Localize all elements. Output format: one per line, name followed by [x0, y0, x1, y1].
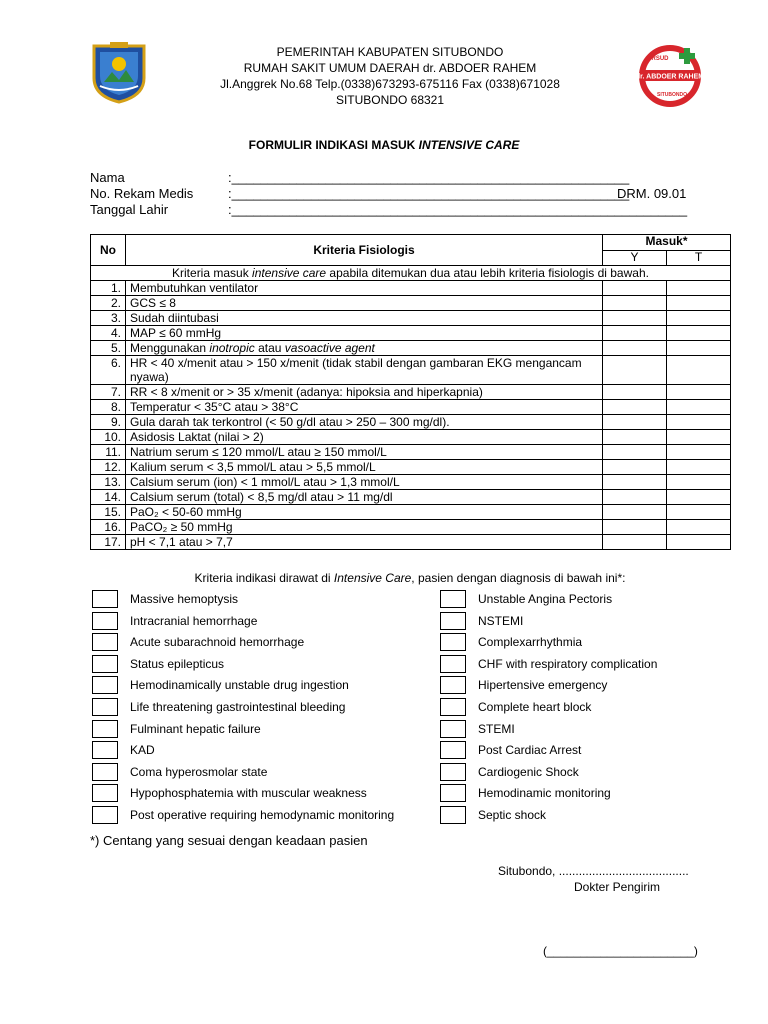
row-criterion: HR < 40 x/menit atau > 150 x/menit (tidak stabil dengan gambaran EKG mengancam nyawa) [126, 356, 603, 385]
diagnosis-label: Complexarrhythmia [478, 635, 583, 650]
row-criterion: PaCO₂ ≥ 50 mmHg [126, 520, 603, 535]
diagnosis-label: Status epilepticus [130, 656, 225, 671]
row-yes-cell[interactable] [603, 475, 667, 490]
row-no-cell[interactable] [667, 460, 731, 475]
diagnosis-label: Hemodinamic monitoring [478, 786, 611, 801]
svg-text:SITUBONDO: SITUBONDO [657, 92, 687, 98]
row-no-cell[interactable] [667, 475, 731, 490]
row-yes-cell[interactable] [603, 520, 667, 535]
form-title: FORMULIR INDIKASI MASUK INTENSIVE CARE [248, 138, 520, 152]
col-t-header: T [667, 250, 731, 266]
diagnosis-label: Post operative requiring hemodynamic monitoring [130, 808, 395, 822]
row-no-cell[interactable] [667, 505, 731, 520]
row-yes-cell[interactable] [603, 505, 667, 520]
diagnosis-intro: Kriteria indikasi dirawat di Intensive Care, pasien dengan diagnosis di bawah ini*: [194, 571, 626, 585]
diagnosis-checkbox[interactable] [92, 698, 118, 716]
diagnosis-checkbox[interactable] [92, 590, 118, 608]
header-line-1: PEMERINTAH KABUPATEN SITUBONDO [276, 45, 504, 59]
row-no-cell[interactable] [667, 326, 731, 341]
nama-field[interactable]: :_______________________________________________________ [228, 170, 630, 185]
row-yes-cell[interactable] [603, 415, 667, 430]
row-criterion: PaO₂ < 50-60 mmHg [126, 505, 603, 520]
col-kriteria-header: Kriteria Fisiologis [126, 235, 603, 266]
diagnosis-label: Fulminant hepatic failure [130, 721, 261, 736]
row-criterion: Gula darah tak terkontrol (< 50 g/dl atau > 250 – 300 mg/dl). [126, 415, 603, 430]
row-yes-cell[interactable] [603, 296, 667, 311]
row-criterion: RR < 8 x/menit or > 35 x/menit (adanya: hipoksia and hiperkapnia) [126, 385, 603, 400]
row-no-cell[interactable] [667, 445, 731, 460]
row-yes-cell[interactable] [603, 445, 667, 460]
row-criterion: Calsium serum (total) < 8,5 mg/dl atau > 11 mg/dl [126, 490, 603, 505]
table-row [91, 415, 731, 430]
diagnosis-label: Massive hemoptysis [130, 592, 239, 606]
header-line-2: RUMAH SAKIT UMUM DAERAH dr. ABDOER RAHEM [243, 61, 537, 75]
table-row [91, 281, 731, 296]
diagnosis-label: Cardiogenic Shock [478, 764, 579, 779]
table-row [91, 520, 731, 535]
header-line-4: SITUBONDO 68321 [335, 93, 445, 107]
diagnosis-label: Hipertensive emergency [478, 678, 608, 693]
diagnosis-label: Septic shock [478, 808, 547, 822]
row-number: 14. [91, 490, 126, 505]
row-number: 16. [91, 520, 126, 535]
diagnosis-checkbox[interactable] [440, 612, 466, 630]
row-yes-cell[interactable] [603, 535, 667, 550]
row-yes-cell[interactable] [603, 430, 667, 445]
diagnosis-checkbox[interactable] [92, 784, 118, 802]
col-y-header: Y [603, 250, 667, 266]
row-number: 5. [91, 341, 126, 356]
diagnosis-checkbox[interactable] [440, 698, 466, 716]
table-row [91, 535, 731, 550]
diagnosis-label: Life threatening gastrointestinal bleeding [130, 700, 346, 714]
row-number: 7. [91, 385, 126, 400]
table-row [91, 311, 731, 326]
diagnosis-checkbox[interactable] [440, 741, 466, 759]
col-no-header: No [91, 235, 126, 266]
row-no-cell[interactable] [667, 520, 731, 535]
row-number: 15. [91, 505, 126, 520]
rekam-medis-label: No. Rekam Medis [90, 186, 194, 201]
row-criterion: Sudah diintubasi [126, 311, 603, 326]
signature-place-date: Situbondo, ....................................... [498, 864, 689, 878]
footnote: *) Centang yang sesuai dengan keadaan pasien [90, 833, 368, 848]
row-yes-cell[interactable] [603, 460, 667, 475]
row-number: 3. [91, 311, 126, 326]
table-row [91, 400, 731, 415]
diagnosis-label: CHF with respiratory complication [478, 656, 658, 671]
diagnosis-checkbox[interactable] [92, 655, 118, 673]
row-number: 1. [91, 281, 126, 296]
col-masuk-header: Masuk* [603, 235, 731, 251]
row-number: 13. [91, 475, 126, 490]
diagnosis-checkbox[interactable] [440, 763, 466, 781]
header-line-3: Jl.Anggrek No.68 Telp.(0338)673293-675116 Fax (0338)671028 [220, 77, 560, 91]
row-yes-cell[interactable] [603, 281, 667, 296]
table-row [91, 385, 731, 400]
row-criterion: Asidosis Laktat (nilai > 2) [126, 430, 603, 445]
diagnosis-label: STEMI [478, 721, 515, 736]
diagnosis-checkbox[interactable] [92, 676, 118, 694]
diagnosis-label: Hemodinamically unstable drug ingestion [130, 678, 349, 693]
criteria-intro: Kriteria masuk intensive care apabila ditemukan dua atau lebih kriteria fisiologis di bawah. [91, 266, 731, 281]
row-yes-cell[interactable] [603, 490, 667, 505]
diagnosis-label: Hypophosphatemia with muscular weakness [130, 786, 367, 801]
rekam-medis-field[interactable]: :_______________________________________________________ [228, 186, 630, 201]
diagnosis-checkbox[interactable] [92, 806, 118, 824]
diagnosis-label: Acute subarachnoid hemorrhage [130, 635, 305, 650]
row-criterion: Temperatur < 35°C atau > 38°C [126, 400, 603, 415]
diagnosis-label: Unstable Angina Pectoris [478, 592, 613, 606]
tanggal-lahir-field[interactable]: :_______________________________________________________________ [228, 202, 688, 217]
row-no-cell[interactable] [667, 341, 731, 356]
row-number: 12. [91, 460, 126, 475]
svg-text:dr. ABDOER RAHEM: dr. ABDOER RAHEM [638, 73, 702, 81]
row-number: 4. [91, 326, 126, 341]
diagnosis-checkbox[interactable] [92, 612, 118, 630]
criteria-table [90, 234, 731, 550]
diagnosis-checkbox[interactable] [92, 763, 118, 781]
diagnosis-checkbox[interactable] [440, 720, 466, 738]
diagnosis-label: NSTEMI [478, 613, 524, 628]
table-row [91, 490, 731, 505]
diagnosis-label: Intracranial hemorrhage [130, 613, 258, 628]
diagnosis-checkbox[interactable] [440, 784, 466, 802]
table-row [91, 445, 731, 460]
row-no-cell[interactable] [667, 385, 731, 400]
diagnosis-label: Coma hyperosmolar state [130, 764, 268, 779]
row-criterion: Calsium serum (ion) < 1 mmol/L atau > 1,3 mmol/L [126, 475, 603, 490]
regency-logo [90, 42, 148, 104]
row-criterion: pH < 7,1 atau > 7,7 [126, 535, 603, 550]
table-row [91, 341, 731, 356]
table-row [91, 505, 731, 520]
diagnosis-checkbox[interactable] [440, 676, 466, 694]
row-number: 9. [91, 415, 126, 430]
row-number: 11. [91, 445, 126, 460]
table-row [91, 475, 731, 490]
signature-role: Dokter Pengirim [574, 880, 661, 894]
diagnosis-checkbox[interactable] [92, 633, 118, 651]
table-row [91, 356, 731, 385]
tanggal-lahir-label: Tanggal Lahir [90, 202, 169, 217]
row-no-cell[interactable] [667, 490, 731, 505]
table-row [91, 326, 731, 341]
row-criterion: Membutuhkan ventilator [126, 281, 603, 296]
drm-code: DRM. 09.01 [617, 186, 687, 201]
row-yes-cell[interactable] [603, 311, 667, 326]
diagnosis-checkbox[interactable] [440, 633, 466, 651]
row-yes-cell[interactable] [603, 341, 667, 356]
row-criterion: MAP ≤ 60 mmHg [126, 326, 603, 341]
row-yes-cell[interactable] [603, 385, 667, 400]
table-row [91, 430, 731, 445]
diagnosis-checkbox[interactable] [92, 720, 118, 738]
row-no-cell[interactable] [667, 281, 731, 296]
row-no-cell[interactable] [667, 311, 731, 326]
row-criterion: Kalium serum < 3,5 mmol/L atau > 5,5 mmol/L [126, 460, 603, 475]
diagnosis-checkbox[interactable] [440, 590, 466, 608]
signature-name-line[interactable]: (______________________) [543, 944, 698, 958]
row-number: 2. [91, 296, 126, 311]
row-yes-cell[interactable] [603, 400, 667, 415]
diagnosis-label: Post Cardiac Arrest [478, 743, 582, 758]
row-criterion: Menggunakan inotropic atau vasoactive agent [126, 341, 603, 356]
row-no-cell[interactable] [667, 415, 731, 430]
row-number: 10. [91, 430, 126, 445]
row-number: 17. [91, 535, 126, 550]
nama-label: Nama [90, 170, 125, 185]
diagnosis-checkbox[interactable] [440, 655, 466, 673]
row-number: 8. [91, 400, 126, 415]
row-no-cell[interactable] [667, 430, 731, 445]
hospital-logo [638, 44, 702, 108]
row-no-cell[interactable] [667, 356, 731, 385]
row-criterion: GCS ≤ 8 [126, 296, 603, 311]
row-no-cell[interactable] [667, 400, 731, 415]
row-no-cell[interactable] [667, 296, 731, 311]
row-criterion: Natrium serum ≤ 120 mmol/L atau ≥ 150 mmol/L [126, 445, 603, 460]
diagnosis-checkbox[interactable] [440, 806, 466, 824]
table-row [91, 296, 731, 311]
diagnosis-label: KAD [130, 743, 155, 758]
diagnosis-label: Complete heart block [478, 700, 592, 714]
row-no-cell[interactable] [667, 535, 731, 550]
row-yes-cell[interactable] [603, 356, 667, 385]
svg-text:RSUD: RSUD [651, 56, 669, 62]
table-row [91, 460, 731, 475]
diagnosis-checkbox[interactable] [92, 741, 118, 759]
row-yes-cell[interactable] [603, 326, 667, 341]
row-number: 6. [91, 356, 126, 385]
